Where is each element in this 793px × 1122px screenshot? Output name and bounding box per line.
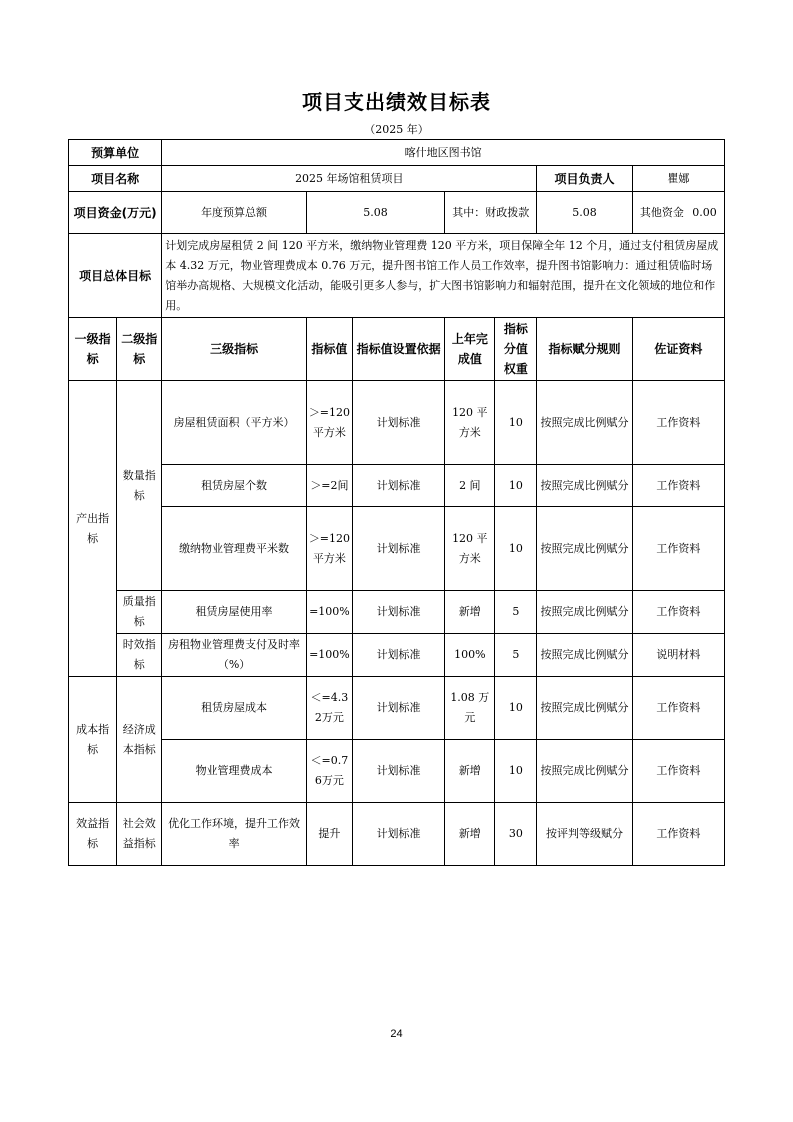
indicator-value: =100% bbox=[306, 591, 352, 634]
indicator-rule: 按照完成比例赋分 bbox=[537, 634, 632, 677]
owner-value: 瞿娜 bbox=[632, 166, 724, 192]
indicator-name: 房屋租赁面积（平方米） bbox=[162, 381, 307, 465]
goal-text: 计划完成房屋租赁 2 间 120 平方米，缴纳物业管理费 120 平方米，项目保障全年 12 个月，通过支付租赁房屋成本 4.32 万元，物业管理费成本 0.76 万元，提升图书馆工作人员工作效率，提升图书馆影响力：通过租赁临时场馆举办高规格、大规模文化活动，能吸引更多人参与，扩大图书馆影响力和辐射范围，提升在文化领域的地位和作用。 bbox=[162, 234, 725, 318]
indicator-evidence: 工作资料 bbox=[632, 507, 724, 591]
project-name-row bbox=[69, 166, 725, 192]
indicator-weight: 10 bbox=[495, 677, 537, 740]
indicator-rule: 按照完成比例赋分 bbox=[537, 465, 632, 507]
table-row bbox=[69, 634, 725, 677]
indicator-basis: 计划标准 bbox=[352, 677, 444, 740]
indicator-rule: 按照完成比例赋分 bbox=[537, 507, 632, 591]
indicator-evidence: 工作资料 bbox=[632, 677, 724, 740]
indicator-weight: 10 bbox=[495, 507, 537, 591]
indicator-last-year: 120 平方米 bbox=[445, 507, 495, 591]
indicator-evidence: 说明材料 bbox=[632, 634, 724, 677]
col-basis: 指标值设置依据 bbox=[352, 318, 444, 381]
indicator-value: ＞=120平方米 bbox=[306, 507, 352, 591]
indicator-basis: 计划标准 bbox=[352, 591, 444, 634]
indicator-last-year: 100% bbox=[445, 634, 495, 677]
budget-unit-row bbox=[69, 140, 725, 166]
indicator-evidence: 工作资料 bbox=[632, 803, 724, 866]
indicator-last-year: 2 间 bbox=[445, 465, 495, 507]
funds-label: 项目资金(万元) bbox=[69, 192, 162, 234]
fiscal-label: 其中：财政拨款 bbox=[445, 192, 537, 234]
indicator-name: 缴纳物业管理费平米数 bbox=[162, 507, 307, 591]
indicator-weight: 30 bbox=[495, 803, 537, 866]
indicator-basis: 计划标准 bbox=[352, 507, 444, 591]
budget-unit-label: 预算单位 bbox=[69, 140, 162, 166]
table-row bbox=[69, 740, 725, 803]
indicator-name: 房租物业管理费支付及时率（%） bbox=[162, 634, 307, 677]
group-benefit: 效益指标 bbox=[69, 803, 117, 866]
annual-total-value: 5.08 bbox=[306, 192, 444, 234]
indicator-name: 租赁房屋使用率 bbox=[162, 591, 307, 634]
indicator-name: 租赁房屋成本 bbox=[162, 677, 307, 740]
annual-total-label: 年度预算总额 bbox=[162, 192, 307, 234]
project-name-label: 项目名称 bbox=[69, 166, 162, 192]
indicator-value: ＜=0.76万元 bbox=[306, 740, 352, 803]
indicator-evidence: 工作资料 bbox=[632, 740, 724, 803]
indicator-weight: 5 bbox=[495, 634, 537, 677]
group-timeliness: 时效指标 bbox=[117, 634, 162, 677]
indicator-rule: 按照完成比例赋分 bbox=[537, 740, 632, 803]
page-number: 24 bbox=[390, 1028, 403, 1040]
indicator-value: 提升 bbox=[306, 803, 352, 866]
indicator-rule: 按评判等级赋分 bbox=[537, 803, 632, 866]
indicator-last-year: 1.08 万元 bbox=[445, 677, 495, 740]
group-quality: 质量指标 bbox=[117, 591, 162, 634]
indicator-basis: 计划标准 bbox=[352, 740, 444, 803]
indicator-weight: 10 bbox=[495, 465, 537, 507]
group-output: 产出指标 bbox=[69, 381, 117, 677]
indicator-weight: 5 bbox=[495, 591, 537, 634]
table-row bbox=[69, 507, 725, 591]
page-title: 项目支出绩效目标表 bbox=[302, 90, 491, 114]
indicator-rule: 按照完成比例赋分 bbox=[537, 591, 632, 634]
budget-unit-value: 喀什地区图书馆 bbox=[162, 140, 725, 166]
performance-table bbox=[68, 139, 725, 866]
indicator-weight: 10 bbox=[495, 740, 537, 803]
project-name-value: 2025 年场馆租赁项目 bbox=[162, 166, 537, 192]
table-row bbox=[69, 803, 725, 866]
indicator-weight: 10 bbox=[495, 381, 537, 465]
indicator-evidence: 工作资料 bbox=[632, 381, 724, 465]
indicator-name: 优化工作环境，提升工作效率 bbox=[162, 803, 307, 866]
other-label: 其他资金 bbox=[639, 205, 684, 219]
fiscal-value: 5.08 bbox=[537, 192, 632, 234]
table-row bbox=[69, 381, 725, 465]
indicator-last-year: 新增 bbox=[445, 591, 495, 634]
owner-label: 项目负责人 bbox=[537, 166, 632, 192]
indicator-basis: 计划标准 bbox=[352, 465, 444, 507]
col-value: 指标值 bbox=[306, 318, 352, 381]
col-level3: 三级指标 bbox=[162, 318, 307, 381]
indicator-basis: 计划标准 bbox=[352, 803, 444, 866]
indicator-value: ＞=120平方米 bbox=[306, 381, 352, 465]
col-weight: 指标分值权重 bbox=[495, 318, 537, 381]
indicator-basis: 计划标准 bbox=[352, 634, 444, 677]
col-level2: 二级指标 bbox=[117, 318, 162, 381]
indicator-value: ＞=2间 bbox=[306, 465, 352, 507]
goal-label: 项目总体目标 bbox=[69, 234, 162, 318]
indicator-name: 物业管理费成本 bbox=[162, 740, 307, 803]
goal-row bbox=[69, 234, 725, 318]
indicator-rule: 按照完成比例赋分 bbox=[537, 677, 632, 740]
other-funds bbox=[632, 192, 724, 234]
column-header-row bbox=[69, 318, 725, 381]
indicator-value: =100% bbox=[306, 634, 352, 677]
table-row bbox=[69, 677, 725, 740]
indicator-last-year: 新增 bbox=[445, 740, 495, 803]
indicator-value: ＜=4.32万元 bbox=[306, 677, 352, 740]
col-level1: 一级指标 bbox=[69, 318, 117, 381]
col-last-year: 上年完成值 bbox=[445, 318, 495, 381]
group-social-benefit: 社会效益指标 bbox=[117, 803, 162, 866]
indicator-evidence: 工作资料 bbox=[632, 591, 724, 634]
other-value: 0.00 bbox=[692, 205, 717, 219]
group-quantity: 数量指标 bbox=[117, 381, 162, 591]
col-rule: 指标赋分规则 bbox=[537, 318, 632, 381]
table-row bbox=[69, 465, 725, 507]
indicator-rule: 按照完成比例赋分 bbox=[537, 381, 632, 465]
table-row bbox=[69, 591, 725, 634]
indicator-last-year: 120 平方米 bbox=[445, 381, 495, 465]
indicator-name: 租赁房屋个数 bbox=[162, 465, 307, 507]
group-economic-cost: 经济成本指标 bbox=[117, 677, 162, 803]
indicator-last-year: 新增 bbox=[445, 803, 495, 866]
funds-row bbox=[69, 192, 725, 234]
group-cost: 成本指标 bbox=[69, 677, 117, 803]
year-subtitle: （2025 年） bbox=[364, 123, 429, 136]
indicator-basis: 计划标准 bbox=[352, 381, 444, 465]
col-evidence: 佐证资料 bbox=[632, 318, 724, 381]
indicator-evidence: 工作资料 bbox=[632, 465, 724, 507]
